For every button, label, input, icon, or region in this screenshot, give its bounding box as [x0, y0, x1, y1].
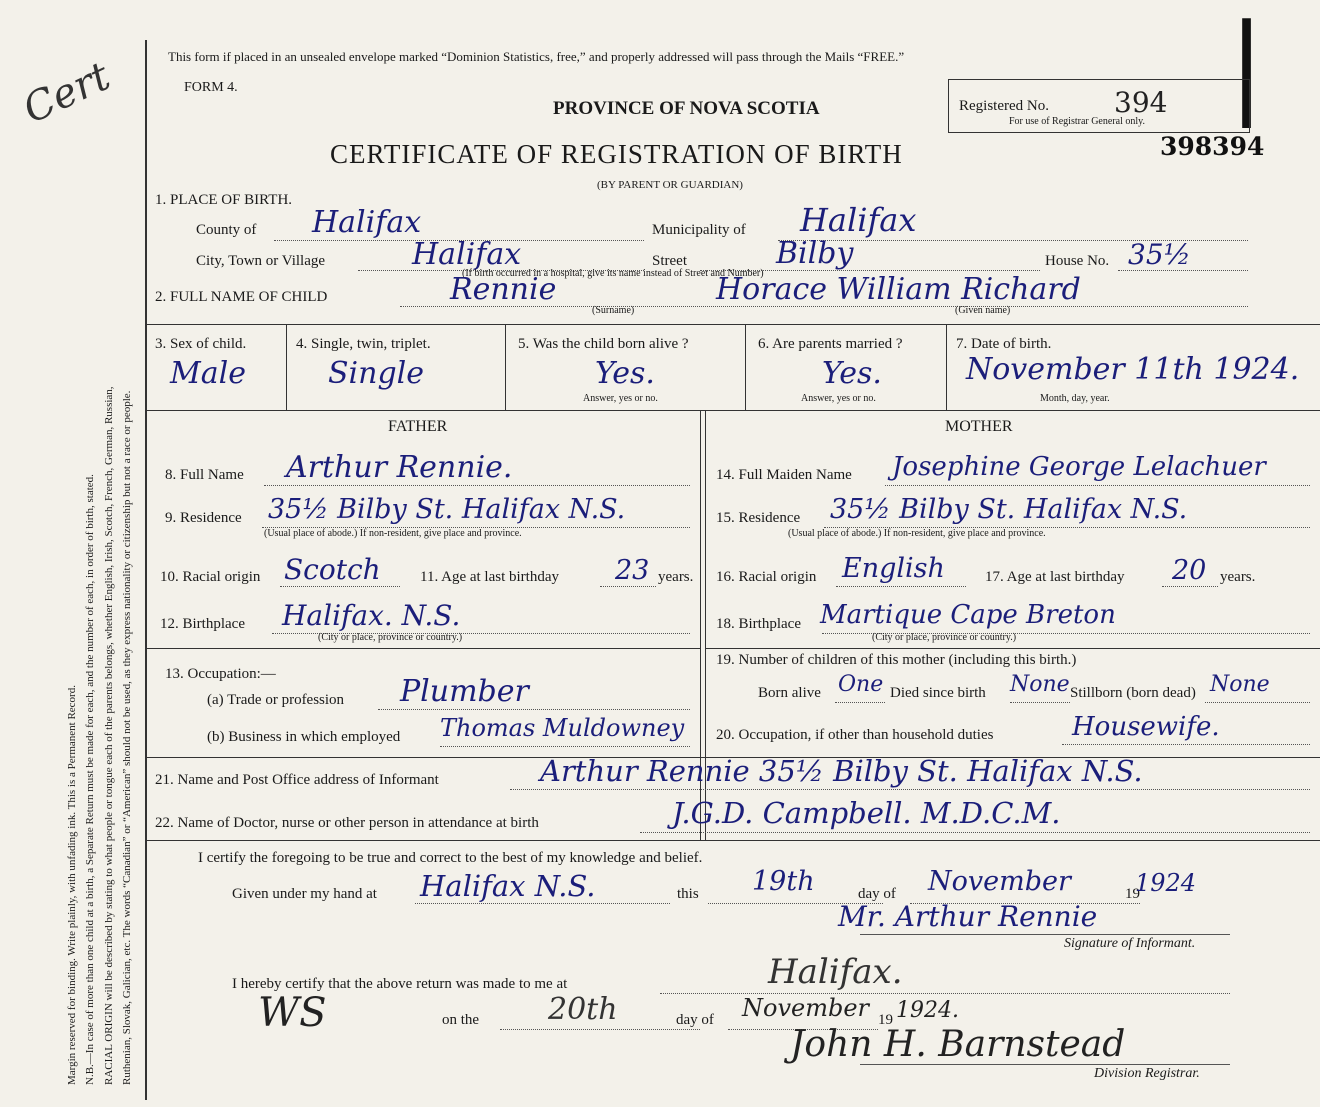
father-trade: Plumber	[400, 674, 529, 709]
mother-name: Josephine George Lelachuer	[892, 452, 1266, 482]
registered-label: Registered No.	[959, 98, 1049, 114]
mother-years: years.	[1220, 569, 1256, 585]
father-residence: 35½ Bilby St. Halifax N.S.	[268, 494, 626, 525]
died-value: None	[1010, 672, 1070, 697]
mother-birthplace: Martique Cape Breton	[820, 600, 1116, 630]
mother-heading: MOTHER	[945, 418, 1013, 435]
father-business: Thomas Muldowney	[440, 714, 685, 742]
given-day: 19th	[752, 866, 815, 897]
married-note: Answer, yes or no.	[801, 393, 876, 404]
registrar-note: For use of Registrar General only.	[1009, 116, 1145, 127]
alive-value: Yes.	[595, 356, 655, 391]
father-name: Arthur Rennie.	[286, 450, 513, 485]
street-label: Street	[652, 253, 687, 269]
stillborn-label: Stillborn (born dead)	[1070, 685, 1196, 701]
page-subtitle: (BY PARENT OR GUARDIAN)	[597, 179, 743, 191]
municipality-label: Municipality of	[652, 222, 746, 238]
father-years: years.	[658, 569, 694, 585]
dob-value: November 11th 1924.	[966, 352, 1300, 387]
registrar-dayof-label: day of	[676, 1012, 714, 1028]
doctor-label: 22. Name of Doctor, nurse or other person in attendance at birth	[155, 815, 539, 831]
mother-age-label: 17. Age at last birthday	[985, 569, 1125, 585]
stillborn-value: None	[1210, 672, 1270, 697]
alive-note: Answer, yes or no.	[583, 393, 658, 404]
house-label: House No.	[1045, 253, 1110, 269]
mother-race-label: 16. Racial origin	[716, 569, 817, 585]
given-place: Halifax N.S.	[420, 869, 596, 903]
single-label: 4. Single, twin, triplet.	[296, 336, 431, 352]
registrar-signature: John H. Barnstead	[790, 1024, 1126, 1065]
given-month: November	[928, 866, 1071, 897]
dob-label: 7. Date of birth.	[956, 336, 1052, 352]
father-name-label: 8. Full Name	[165, 467, 244, 483]
county-value: Halifax	[312, 205, 422, 240]
margin-note-racial-2: Ruthenian, Slovak, Galician, etc. The words “Canadian” or “American” should not be used, as they express nationality or citizenship but not a race or people.	[121, 390, 133, 1085]
married-value: Yes.	[822, 356, 882, 391]
mother-race: English	[842, 553, 945, 584]
surname-note: (Surname)	[592, 305, 635, 316]
informant-sig-label: Signature of Informant.	[1064, 936, 1196, 951]
children-label: 19. Number of children of this mother (including this birth.)	[716, 652, 1077, 668]
trade-label: (a) Trade or profession	[207, 692, 345, 708]
hospital-note: (If birth occurred in a hospital, give its name instead of Street and Number)	[462, 268, 764, 279]
doctor-value: J.G.D. Campbell. M.D.C.M.	[672, 796, 1061, 830]
registrar-on-label: on the	[442, 1012, 480, 1028]
child-name-label: 2. FULL NAME OF CHILD	[155, 289, 328, 305]
house-value: 35½	[1128, 238, 1191, 271]
registered-box	[948, 79, 1250, 133]
registrar-place: Halifax.	[768, 952, 903, 992]
mother-age: 20	[1172, 555, 1207, 586]
child-surname: Rennie	[450, 272, 557, 307]
registrar-initials: WS	[258, 990, 327, 1036]
father-race: Scotch	[284, 553, 381, 586]
mother-name-label: 14. Full Maiden Name	[716, 467, 852, 483]
occupation-label: 13. Occupation:—	[165, 666, 276, 682]
sex-label: 3. Sex of child.	[155, 336, 247, 352]
married-label: 6. Are parents married ?	[758, 336, 903, 352]
father-res-note: (Usual place of abode.) If non-resident, give place and province.	[264, 528, 522, 539]
mother-bp-label: 18. Birthplace	[716, 616, 801, 632]
father-age-label: 11. Age at last birthday	[420, 569, 559, 585]
born-alive-label: Born alive	[758, 685, 821, 701]
dob-note: Month, day, year.	[1040, 393, 1110, 404]
mother-res-note: (Usual place of abode.) If non-resident, give place and province.	[788, 528, 1046, 539]
informant-signature: Mr. Arthur Rennie	[838, 900, 1098, 933]
certify-text: I certify the foregoing to be true and correct to the best of my knowledge and belief.	[198, 850, 703, 866]
left-rule	[145, 40, 147, 1100]
given-year-prefix: 19	[1125, 886, 1140, 902]
father-bp-note: (City or place, province or country.)	[318, 632, 463, 643]
father-race-label: 10. Racial origin	[160, 569, 261, 585]
business-label: (b) Business in which employed	[207, 729, 401, 745]
informant-value: Arthur Rennie 35½ Bilby St. Halifax N.S.	[540, 754, 1143, 788]
father-age: 23	[615, 555, 650, 586]
city-value: Halifax	[412, 237, 522, 272]
given-year: 1924	[1135, 869, 1197, 897]
registrar-text: I hereby certify that the above return was made to me at	[232, 976, 568, 992]
registrar-sig-label: Division Registrar.	[1094, 1066, 1200, 1081]
mother-bp-note: (City or place, province or country.)	[872, 632, 1017, 643]
mother-occ-label: 20. Occupation, if other than household duties	[716, 727, 994, 743]
informant-label: 21. Name and Post Office address of Informant	[155, 772, 439, 788]
page-title: CERTIFICATE OF REGISTRATION OF BIRTH	[330, 139, 903, 169]
single-value: Single	[328, 356, 425, 391]
given-name-note: (Given name)	[955, 305, 1011, 316]
margin-note-nb: N.B.—In case of more than one child at a birth, a Separate Return must be made for each, and the number of each, in order of birth, stated.	[84, 474, 96, 1085]
mail-notice: This form if placed in an unsealed envelope marked “Dominion Statistics, free,” and properly addressed will pass through the Mails “FREE.”	[168, 49, 905, 64]
street-value: Bilby	[776, 236, 854, 271]
father-heading: FATHER	[388, 418, 448, 435]
mother-occupation: Housewife.	[1072, 712, 1220, 742]
sex-value: Male	[170, 356, 246, 391]
registered-number: 394	[1114, 86, 1168, 119]
father-bp-label: 12. Birthplace	[160, 616, 245, 632]
county-label: County of	[196, 222, 257, 238]
father-birthplace: Halifax. N.S.	[282, 599, 461, 632]
corner-note: Cert	[16, 53, 118, 133]
father-res-label: 9. Residence	[165, 510, 242, 526]
alive-label: 5. Was the child born alive ?	[518, 336, 689, 352]
registrar-year-prefix: 19	[878, 1012, 893, 1028]
died-label: Died since birth	[890, 685, 986, 701]
child-given-name: Horace William Richard	[716, 272, 1081, 307]
city-label: City, Town or Village	[196, 253, 326, 269]
mother-res-label: 15. Residence	[716, 510, 801, 526]
registrar-month: November	[742, 994, 870, 1022]
margin-note-binding: Margin reserved for binding. Write plainly, with unfading ink. This is a Permanent Record.	[66, 685, 78, 1085]
mother-residence: 35½ Bilby St. Halifax N.S.	[830, 494, 1188, 525]
given-label: Given under my hand at	[232, 886, 377, 902]
form-number: FORM 4.	[184, 80, 238, 95]
registrar-day: 20th	[548, 992, 618, 1027]
this-label: this	[677, 886, 699, 902]
province-heading: PROVINCE OF NOVA SCOTIA	[553, 98, 820, 119]
place-section: 1. PLACE OF BIRTH.	[155, 192, 293, 208]
given-dayof-label: day of	[858, 886, 896, 902]
born-alive-value: One	[838, 672, 884, 697]
municipality-value: Halifax	[800, 201, 917, 239]
registrar-year: 1924.	[896, 998, 959, 1023]
stamp-number: 398394	[1160, 132, 1265, 161]
top-right-mark: |	[1228, 0, 1266, 128]
margin-note-racial-1: RACIAL ORIGIN will be described by stating to what people or tongue each of the parents belongs, whether English, Irish, Scotch, French, German, Russian,	[103, 386, 115, 1085]
